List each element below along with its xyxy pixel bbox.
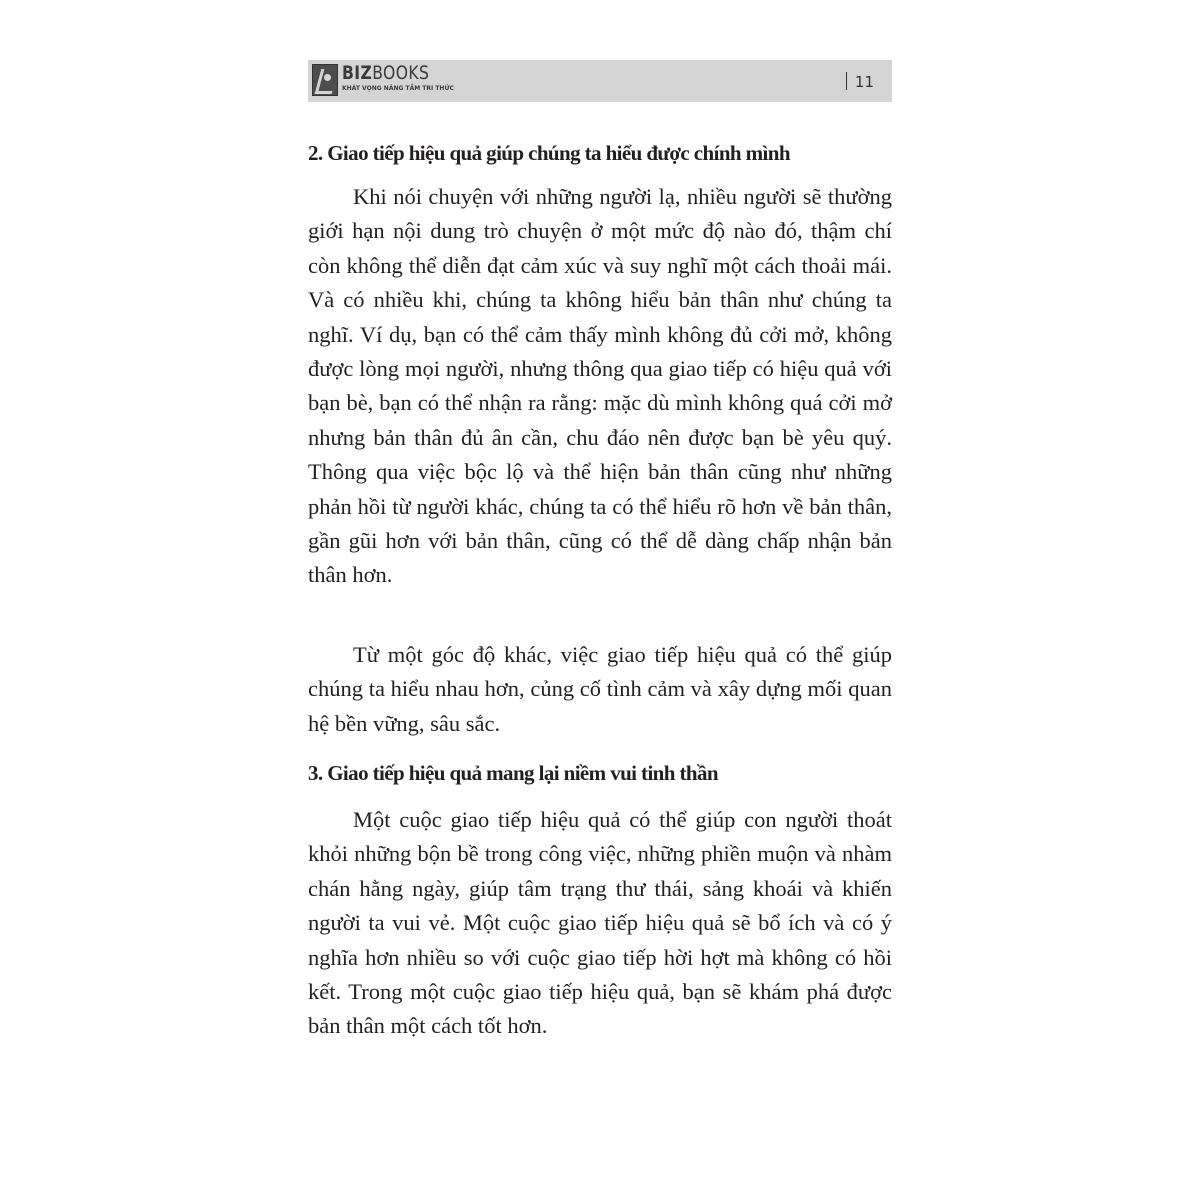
section-heading: 2. Giao tiếp hiệu quả giúp chúng ta hiểu được chính mình bbox=[308, 141, 790, 165]
page-number bbox=[846, 73, 874, 92]
paragraph: Khi nói chuyện với những người lạ, nhiều người sẽ thường giới hạn nội dung trò chuyện ở một mức độ nào đó, thậm chí còn không thể diễn đạt cảm xúc và suy nghĩ một cách thoải mái. Và có nhiều khi, chúng ta không hiểu bản thân như chúng ta nghĩ. Ví dụ, bạn có thể cảm thấy mình không đủ cởi mở, không được lòng mọi người, nhưng thông qua giao tiếp có hiệu quả với bạn bè, bạn có thể nhận ra rằng: mặc dù mình không quá cởi mở nhưng bản thân đủ ân cần, chu đáo nên được bạn bè yêu quý. Thông qua việc bộc lộ và thể hiện bản thân cũng như những phản hồi từ người khác, chúng ta có thể hiểu rõ hơn về bản thân, gần gũi hơn với bản thân, cũng có thể dễ dàng chấp nhận bản thân hơn. bbox=[308, 184, 892, 588]
publisher-logo bbox=[312, 64, 454, 96]
section-heading: 3. Giao tiếp hiệu quả mang lại niềm vui tinh thần bbox=[308, 761, 718, 785]
logo-text bbox=[342, 64, 454, 92]
brand-name-regular: BOOKS bbox=[372, 62, 430, 84]
page-number-separator bbox=[846, 72, 847, 90]
page-header bbox=[308, 60, 892, 102]
brand-tagline: KHÁT VỌNG NÂNG TẦM TRI THỨC bbox=[342, 85, 454, 92]
page-number-value: 11 bbox=[854, 73, 874, 91]
brand-name-bold: BIZ bbox=[342, 62, 373, 84]
paragraph: Một cuộc giao tiếp hiệu quả có thể giúp con người thoát khỏi những bộn bề trong công việc, những phiền muộn và nhàm chán hằng ngày, giúp tâm trạng thư thái, sảng khoái và khiến người ta vui vẻ. Một cuộc giao tiếp hiệu quả sẽ bổ ích và có ý nghĩa hơn nhiều so với cuộc giao tiếp hời hợt mà không có hồi kết. Trong một cuộc giao tiếp hiệu quả, bạn sẽ khám phá được bản thân một cách tốt hơn. bbox=[308, 807, 892, 1039]
brand-name bbox=[342, 64, 434, 83]
bizbooks-logo-icon bbox=[312, 64, 338, 96]
paragraph: Từ một góc độ khác, việc giao tiếp hiệu quả có thể giúp chúng ta hiểu nhau hơn, củng cố tình cảm và xây dựng mối quan hệ bền vững, sâu sắc. bbox=[308, 642, 892, 736]
